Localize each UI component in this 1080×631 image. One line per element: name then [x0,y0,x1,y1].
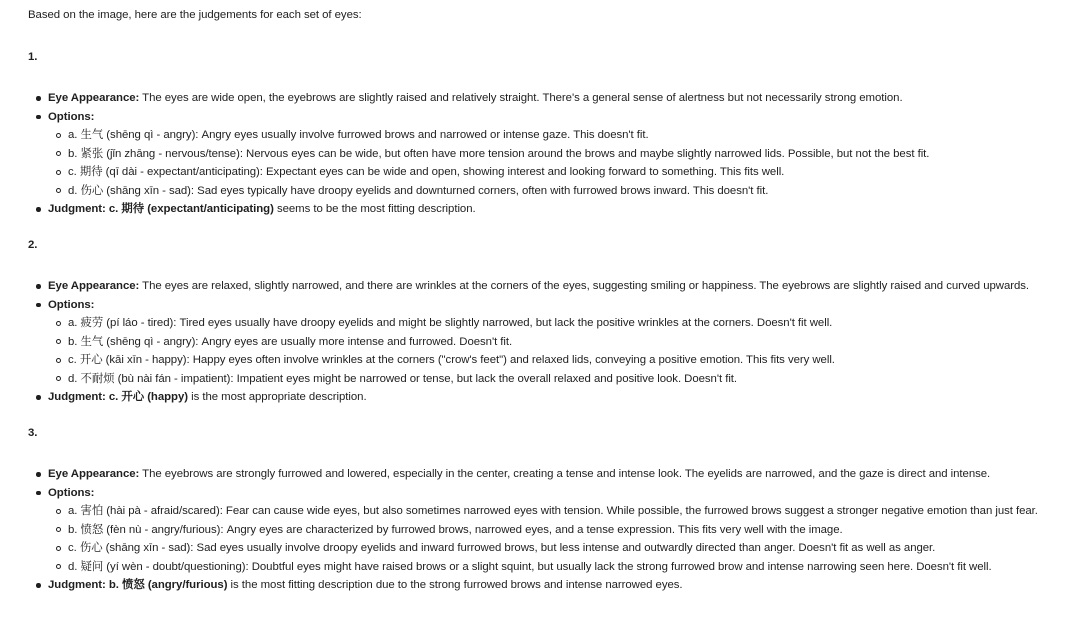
options-label: Options: [48,486,95,499]
judgment-item [48,388,1080,407]
section-number: 3. [28,426,38,439]
judgment-text: is the most appropriate description. [187,391,367,403]
section-bullets [28,89,1080,219]
judgement-section-1 [28,48,1080,219]
options-list [48,502,1080,576]
judgement-section-3 [28,424,1080,595]
option-item: b. 愤怒 (fèn nù - angry/furious): Angry eyes are characterized by furrowed brows, narrowed eyes, and a tense expression. This fits very well with the image. [68,521,1080,540]
eye-appearance-label: Eye Appearance: [48,92,140,104]
option-item: c. 伤心 (shāng xīn - sad): Sad eyes usually involve droopy eyelids and inward furrowed brows, but less intense and outwardly directed than anger. Doesn't fit as well as anger. [68,539,1080,558]
judgment-label: Judgment: b. 愤怒 (angry/furious) [48,579,228,591]
options-label: Options: [48,110,95,123]
option-item: b. 紧张 (jǐn zhāng - nervous/tense): Nervous eyes can be wide, but often have more tension around the brows and maybe slightly narrowed lids. Possible, but not the best fit. [68,145,1080,164]
judgment-text: seems to be the most fitting description. [273,203,476,215]
intro-text: Based on the image, here are the judgements for each set of eyes: [28,9,362,21]
option-item: c. 开心 (kāi xīn - happy): Happy eyes often involve wrinkles at the corners ("crow's feet") and relaxed lids, conveying a positive emotion. This fits very well. [68,351,1080,370]
option-item: d. 疑问 (yí wèn - doubt/questioning): Doubtful eyes might have raised brows or a slight squint, but usually lack the strong furrowed brow and intense narrowing seen here. Doesn't fit well. [68,558,1080,577]
section-number: 1. [28,50,38,63]
section-bullets [28,277,1080,407]
eye-appearance-text: The eyebrows are strongly furrowed and lowered, especially in the center, creating a tense and intense look. The eyelids are narrowed, and the gaze is direct and intense. [139,468,991,480]
judgment-text: is the most fitting description due to the strong furrowed brows and intense narrowed eyes. [227,579,683,591]
option-item: d. 伤心 (shāng xīn - sad): Sad eyes typically have droopy eyelids and downturned corners, often with furrowed brows inward. This doesn't fit. [68,182,1080,201]
eye-appearance-label: Eye Appearance: [48,280,140,292]
option-item: a. 生气 (shēng qì - angry): Angry eyes usually involve furrowed brows and narrowed or intense gaze. This doesn't fit. [68,126,1080,145]
options-item [48,108,1080,201]
judgment-label: Judgment: c. 期待 (expectant/anticipating) [48,203,274,215]
options-item [48,296,1080,389]
option-item: b. 生气 (shēng qì - angry): Angry eyes are usually more intense and furrowed. Doesn't fit. [68,333,1080,352]
option-item: d. 不耐烦 (bù nài fán - impatient): Impatient eyes might be narrowed or tense, but lack the overall relaxed and positive look. Doesn't fit. [68,370,1080,389]
eye-appearance-label: Eye Appearance: [48,468,140,480]
eye-appearance-text: The eyes are wide open, the eyebrows are slightly raised and relatively straight. There's a general sense of alertness but not necessarily strong emotion. [139,92,903,104]
options-list [48,314,1080,388]
eye-appearance-item [48,89,1080,108]
option-item: a. 疲劳 (pí láo - tired): Tired eyes usually have droopy eyelids and might be slightly narrowed, but lack the positive wrinkles at the corners. Doesn't fit well. [68,314,1080,333]
eye-appearance-text: The eyes are relaxed, slightly narrowed, and there are wrinkles at the corners of the eyes, suggesting smiling or happiness. The eyebrows are slightly raised and curved upwards. [139,280,1030,292]
judgement-section-2 [28,236,1080,407]
judgment-item [48,200,1080,219]
eye-appearance-item [48,465,1080,484]
judgment-item [48,576,1080,595]
section-number: 2. [28,238,38,251]
options-label: Options: [48,298,95,311]
eye-appearance-item [48,277,1080,296]
option-item: c. 期待 (qī dài - expectant/anticipating): Expectant eyes can be wide and open, showing interest and looking forward to something. This fits well. [68,163,1080,182]
options-list [48,126,1080,200]
judgment-label: Judgment: c. 开心 (happy) [48,391,188,403]
section-bullets [28,465,1080,595]
options-item [48,484,1080,577]
option-item: a. 害怕 (hài pà - afraid/scared): Fear can cause wide eyes, but also sometimes narrowed eyes with tension. While possible, the furrowed brows suggest a stronger negative emotion than just fear. [68,502,1080,521]
